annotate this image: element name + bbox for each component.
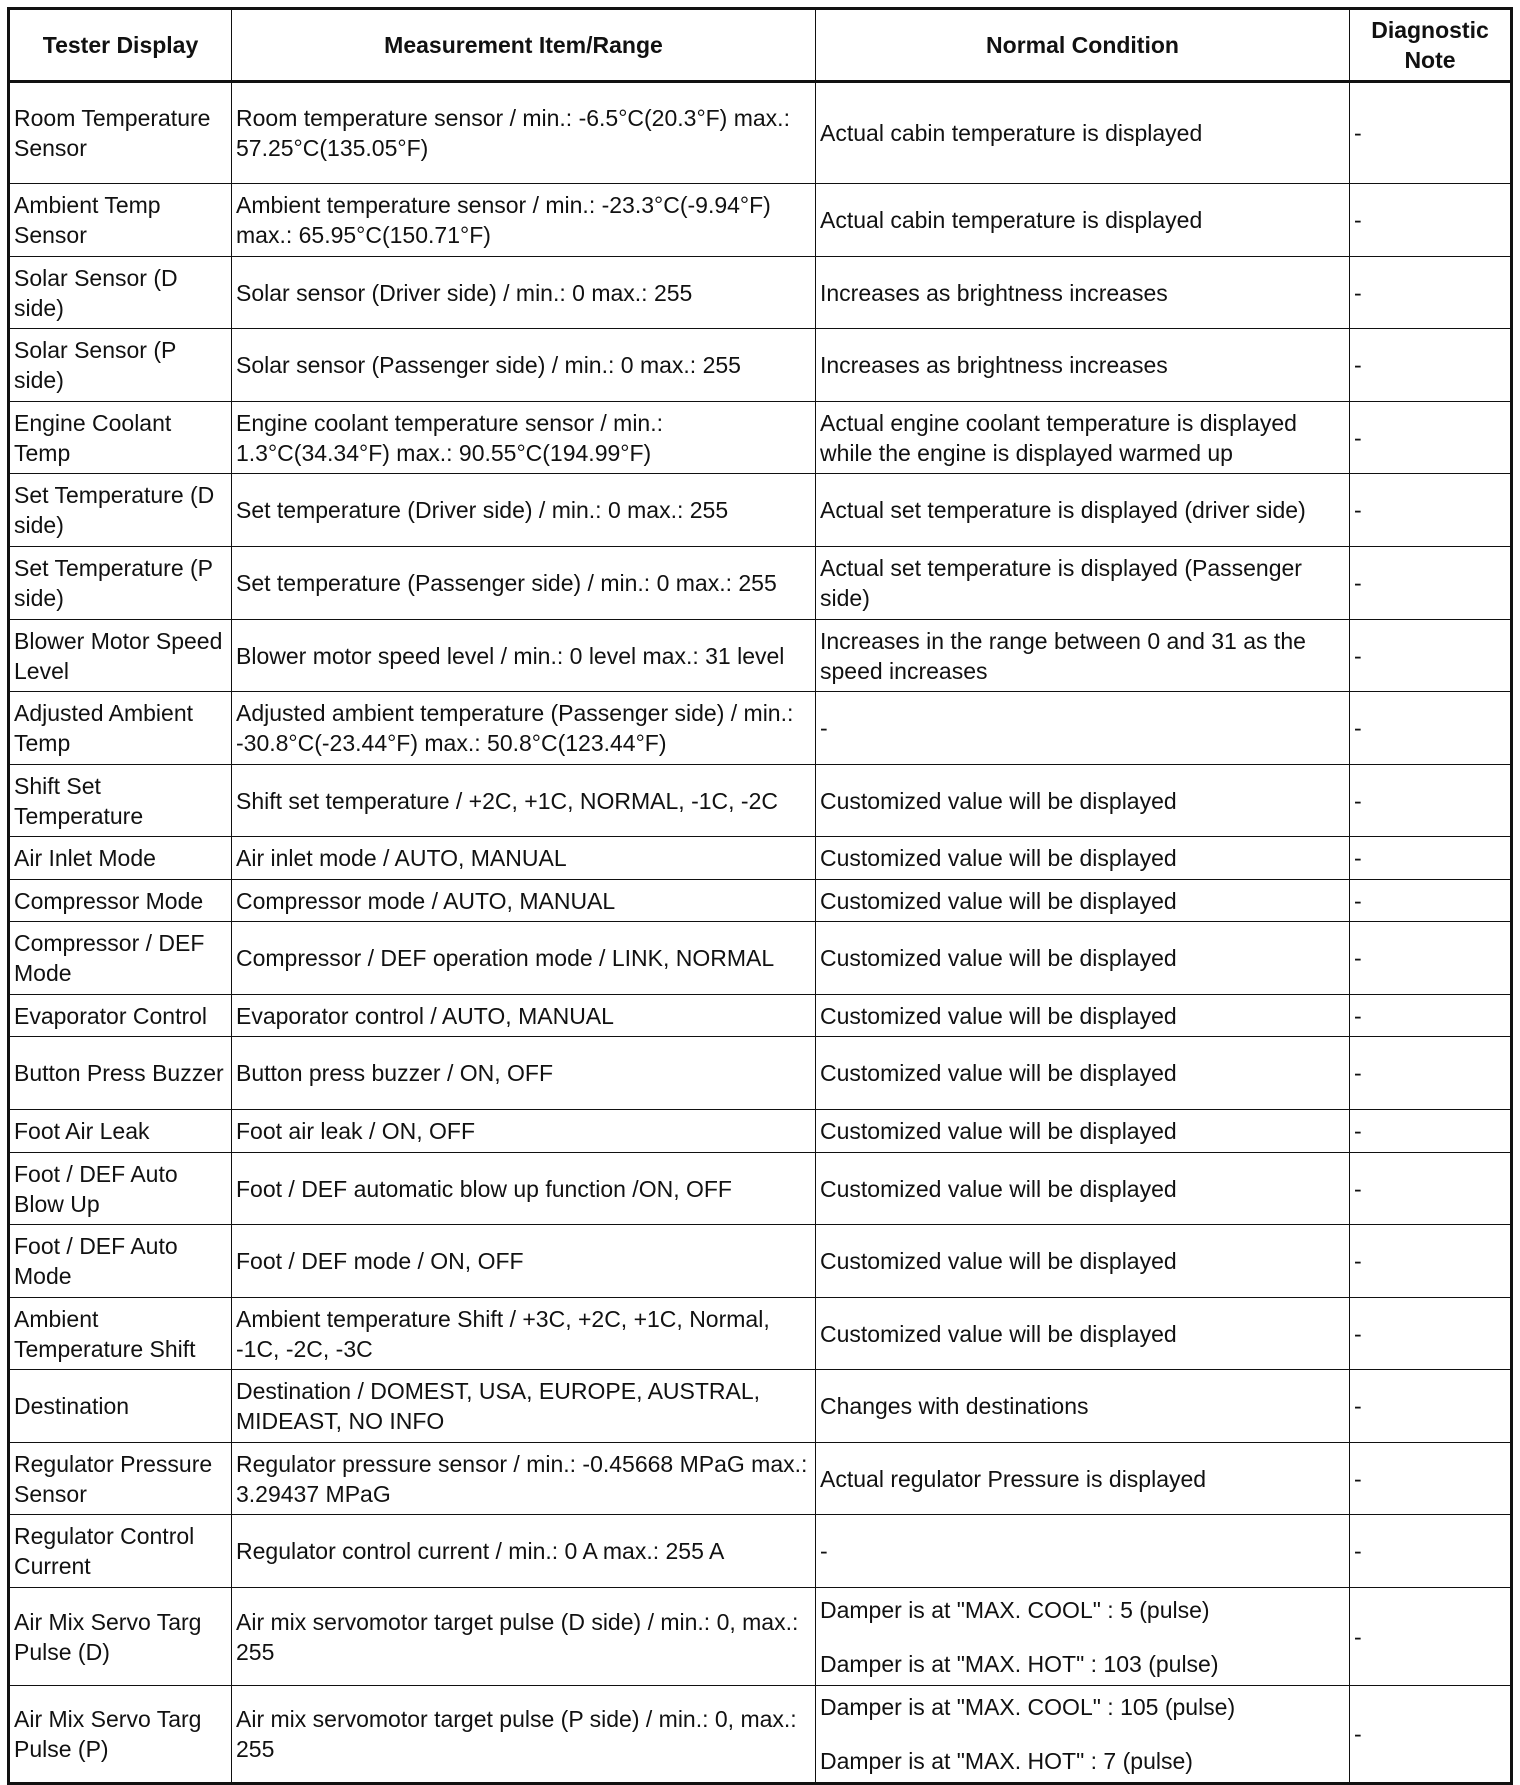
table-row [9, 620, 1512, 692]
cell-diagnostic-note: - [1350, 1110, 1512, 1153]
cell-diagnostic-note: - [1350, 257, 1512, 329]
cell-normal-condition: Increases as brightness increases [816, 329, 1350, 402]
cell-measurement: Air inlet mode / AUTO, MANUAL [232, 837, 816, 880]
header-normal-condition: Normal Condition [816, 9, 1350, 82]
table-row [9, 1153, 1512, 1225]
cell-tester-display: Adjusted Ambient Temp [9, 692, 232, 765]
cell-diagnostic-note: - [1350, 1153, 1512, 1225]
table-row [9, 995, 1512, 1037]
cell-tester-display: Blower Motor Speed Level [9, 620, 232, 692]
cell-diagnostic-note: - [1350, 692, 1512, 765]
cell-diagnostic-note: - [1350, 1225, 1512, 1298]
cell-measurement: Solar sensor (Driver side) / min.: 0 max.: 255 [232, 257, 816, 329]
cell-tester-display: Shift Set Temperature [9, 765, 232, 837]
cell-tester-display: Compressor Mode [9, 880, 232, 922]
table-row [9, 402, 1512, 474]
cell-measurement: Set temperature (Driver side) / min.: 0 max.: 255 [232, 474, 816, 547]
cell-tester-display: Solar Sensor (D side) [9, 257, 232, 329]
cell-diagnostic-note: - [1350, 184, 1512, 257]
table-row [9, 1110, 1512, 1153]
cell-normal-condition: Actual cabin temperature is displayed [816, 82, 1350, 184]
cell-tester-display: Engine Coolant Temp [9, 402, 232, 474]
cell-normal-condition: Customized value will be displayed [816, 765, 1350, 837]
normal-condition-line: Damper is at "MAX. COOL" : 5 (pulse) [820, 1596, 1210, 1623]
cell-measurement: Compressor mode / AUTO, MANUAL [232, 880, 816, 922]
cell-tester-display: Set Temperature (P side) [9, 547, 232, 620]
header-row [9, 9, 1512, 82]
cell-diagnostic-note: - [1350, 1037, 1512, 1110]
table-row [9, 692, 1512, 765]
cell-tester-display: Air Mix Servo Targ Pulse (P) [9, 1686, 232, 1784]
cell-tester-display: Solar Sensor (P side) [9, 329, 232, 402]
cell-diagnostic-note: - [1350, 1515, 1512, 1588]
cell-tester-display: Ambient Temp Sensor [9, 184, 232, 257]
cell-diagnostic-note: - [1350, 1298, 1512, 1370]
header-diagnostic-note: Diagnostic Note [1350, 9, 1512, 82]
header-tester-display: Tester Display [9, 9, 232, 82]
cell-tester-display: Air Mix Servo Targ Pulse (D) [9, 1588, 232, 1686]
cell-diagnostic-note: - [1350, 1588, 1512, 1686]
cell-diagnostic-note: - [1350, 837, 1512, 880]
cell-measurement: Regulator pressure sensor / min.: -0.45668 MPaG max.: 3.29437 MPaG [232, 1443, 816, 1515]
cell-measurement: Adjusted ambient temperature (Passenger side) / min.: -30.8°C(-23.44°F) max.: 50.8°C(123.44°F) [232, 692, 816, 765]
cell-diagnostic-note: - [1350, 765, 1512, 837]
table-row [9, 765, 1512, 837]
cell-tester-display: Evaporator Control [9, 995, 232, 1037]
cell-diagnostic-note: - [1350, 1443, 1512, 1515]
table-row [9, 329, 1512, 402]
table-row [9, 922, 1512, 995]
cell-measurement: Engine coolant temperature sensor / min.: 1.3°C(34.34°F) max.: 90.55°C(194.99°F) [232, 402, 816, 474]
cell-normal-condition: Actual engine coolant temperature is displayed while the engine is displayed warmed up [816, 402, 1350, 474]
table-row [9, 1515, 1512, 1588]
table-row [9, 547, 1512, 620]
cell-diagnostic-note: - [1350, 1370, 1512, 1443]
cell-tester-display: Foot / DEF Auto Blow Up [9, 1153, 232, 1225]
cell-measurement: Set temperature (Passenger side) / min.: 0 max.: 255 [232, 547, 816, 620]
normal-condition-line: Damper is at "MAX. HOT" : 7 (pulse) [820, 1748, 1193, 1774]
cell-diagnostic-note: - [1350, 402, 1512, 474]
cell-measurement: Air mix servomotor target pulse (P side) / min.: 0, max.: 255 [232, 1686, 816, 1784]
cell-normal-condition: Customized value will be displayed [816, 837, 1350, 880]
cell-normal-condition: Increases in the range between 0 and 31 as the speed increases [816, 620, 1350, 692]
header-measurement-item: Measurement Item/Range [232, 9, 816, 82]
cell-measurement: Foot / DEF automatic blow up function /ON, OFF [232, 1153, 816, 1225]
cell-measurement: Blower motor speed level / min.: 0 level max.: 31 level [232, 620, 816, 692]
cell-normal-condition: Increases as brightness increases [816, 257, 1350, 329]
cell-measurement: Air mix servomotor target pulse (D side) / min.: 0, max.: 255 [232, 1588, 816, 1686]
cell-diagnostic-note: - [1350, 474, 1512, 547]
cell-diagnostic-note: - [1350, 995, 1512, 1037]
cell-diagnostic-note: - [1350, 1686, 1512, 1784]
table-row [9, 837, 1512, 880]
table-row [9, 1443, 1512, 1515]
cell-normal-condition: Customized value will be displayed [816, 922, 1350, 995]
cell-tester-display: Regulator Pressure Sensor [9, 1443, 232, 1515]
cell-tester-display: Ambient Temperature Shift [9, 1298, 232, 1370]
cell-normal-condition: Actual cabin temperature is displayed [816, 184, 1350, 257]
normal-condition-line: Damper is at "MAX. COOL" : 105 (pulse) [820, 1694, 1236, 1720]
cell-diagnostic-note: - [1350, 329, 1512, 402]
cell-tester-display: Foot / DEF Auto Mode [9, 1225, 232, 1298]
cell-measurement: Button press buzzer / ON, OFF [232, 1037, 816, 1110]
cell-measurement: Solar sensor (Passenger side) / min.: 0 max.: 255 [232, 329, 816, 402]
cell-normal-condition: Customized value will be displayed [816, 1225, 1350, 1298]
cell-measurement: Destination / DOMEST, USA, EUROPE, AUSTRAL, MIDEAST, NO INFO [232, 1370, 816, 1443]
cell-normal-condition [816, 1588, 1350, 1686]
cell-measurement: Compressor / DEF operation mode / LINK, NORMAL [232, 922, 816, 995]
cell-measurement: Room temperature sensor / min.: -6.5°C(20.3°F) max.: 57.25°C(135.05°F) [232, 82, 816, 184]
cell-normal-condition: - [816, 1515, 1350, 1588]
cell-tester-display: Button Press Buzzer [9, 1037, 232, 1110]
cell-tester-display: Destination [9, 1370, 232, 1443]
cell-measurement: Regulator control current / min.: 0 A max.: 255 A [232, 1515, 816, 1588]
cell-measurement: Foot air leak / ON, OFF [232, 1110, 816, 1153]
cell-normal-condition: Customized value will be displayed [816, 880, 1350, 922]
normal-condition-line: Damper is at "MAX. HOT" : 103 (pulse) [820, 1650, 1219, 1677]
cell-normal-condition [816, 1686, 1350, 1784]
cell-diagnostic-note: - [1350, 547, 1512, 620]
table-row [9, 1225, 1512, 1298]
cell-measurement: Ambient temperature Shift / +3C, +2C, +1C, Normal, -1C, -2C, -3C [232, 1298, 816, 1370]
cell-normal-condition: Customized value will be displayed [816, 1298, 1350, 1370]
cell-measurement: Evaporator control / AUTO, MANUAL [232, 995, 816, 1037]
cell-normal-condition: Changes with destinations [816, 1370, 1350, 1443]
cell-normal-condition: Actual set temperature is displayed (driver side) [816, 474, 1350, 547]
table-row [9, 184, 1512, 257]
cell-measurement: Shift set temperature / +2C, +1C, NORMAL, -1C, -2C [232, 765, 816, 837]
table-row [9, 1686, 1512, 1784]
cell-diagnostic-note: - [1350, 880, 1512, 922]
cell-normal-condition: Customized value will be displayed [816, 995, 1350, 1037]
table-row [9, 257, 1512, 329]
cell-normal-condition: Customized value will be displayed [816, 1037, 1350, 1110]
cell-normal-condition: Customized value will be displayed [816, 1153, 1350, 1225]
cell-diagnostic-note: - [1350, 922, 1512, 995]
cell-diagnostic-note: - [1350, 620, 1512, 692]
table-row [9, 1588, 1512, 1686]
cell-tester-display: Regulator Control Current [9, 1515, 232, 1588]
table-row [9, 1037, 1512, 1110]
table-row [9, 82, 1512, 184]
cell-normal-condition: - [816, 692, 1350, 765]
table-row [9, 1298, 1512, 1370]
table-row [9, 474, 1512, 547]
cell-measurement: Ambient temperature sensor / min.: -23.3°C(-9.94°F) max.: 65.95°C(150.71°F) [232, 184, 816, 257]
cell-tester-display: Set Temperature (D side) [9, 474, 232, 547]
cell-normal-condition: Actual set temperature is displayed (Passenger side) [816, 547, 1350, 620]
cell-diagnostic-note: - [1350, 82, 1512, 184]
table-row [9, 1370, 1512, 1443]
cell-tester-display: Room Temperature Sensor [9, 82, 232, 184]
diagnostic-table [7, 7, 1513, 1785]
cell-normal-condition: Actual regulator Pressure is displayed [816, 1443, 1350, 1515]
cell-tester-display: Air Inlet Mode [9, 837, 232, 880]
cell-tester-display: Foot Air Leak [9, 1110, 232, 1153]
cell-tester-display: Compressor / DEF Mode [9, 922, 232, 995]
cell-measurement: Foot / DEF mode / ON, OFF [232, 1225, 816, 1298]
table-row [9, 880, 1512, 922]
cell-normal-condition: Customized value will be displayed [816, 1110, 1350, 1153]
